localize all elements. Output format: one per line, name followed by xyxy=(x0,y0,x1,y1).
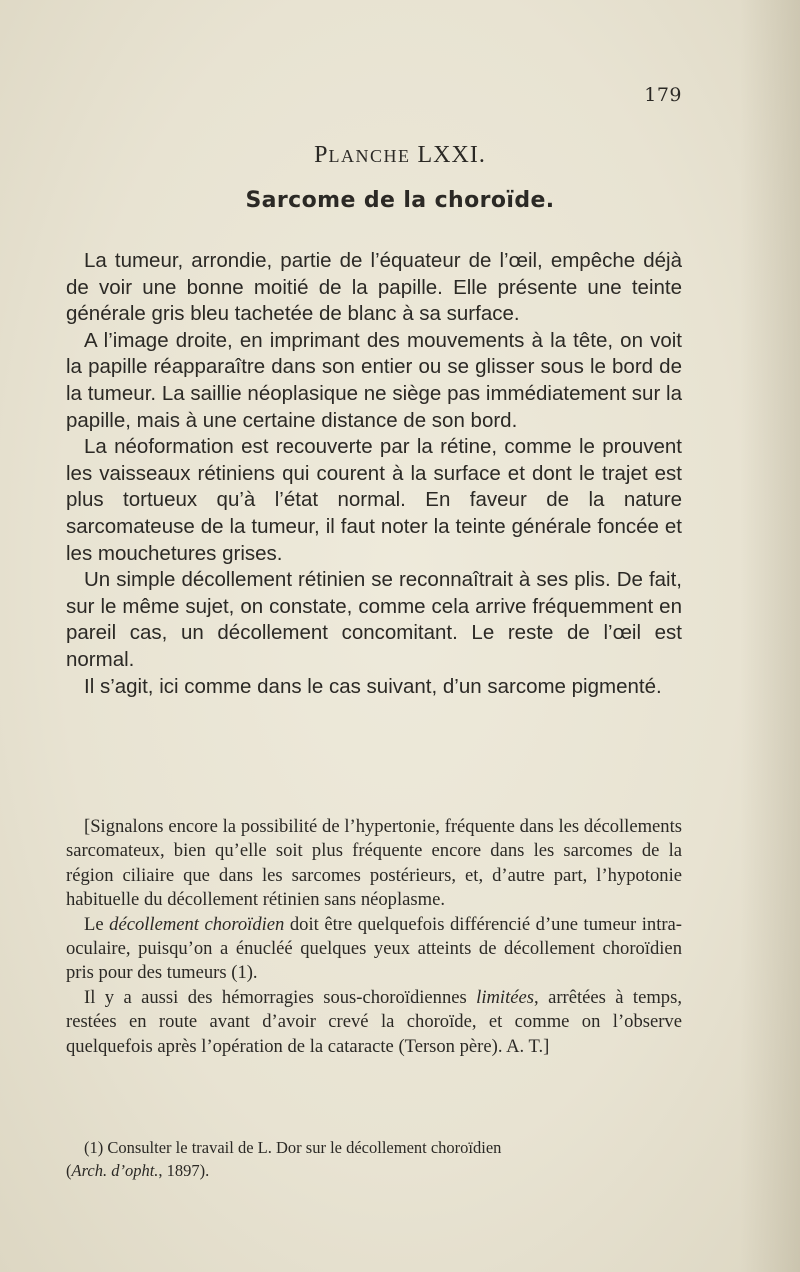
footnote-open: ( xyxy=(66,1161,72,1180)
plate-title-initial: P xyxy=(314,142,329,168)
footnote-marker: (1) xyxy=(84,1138,104,1157)
note-paragraph-2 xyxy=(66,913,682,986)
paragraph-4: Un simple décollement rétinien se reconnaîtrait à ses plis. De fait, sur le même sujet, on constate, comme cela arrive fréquemment en pareil cas, un décollement concomitant. Le reste de l’œil est normal. xyxy=(66,568,682,671)
plate-title-rest: LANCHE xyxy=(328,146,411,166)
footnote-line-2 xyxy=(66,1159,682,1182)
note-paragraph-1: [Signalons encore la possibilité de l’hypertonie, fréquente dans les décollements sarcomateux, bien qu’elle soit plus fréquente encore dans les sarcomes de la région ciliaire que dans les sarcomes postérieurs, et, d’autre part, l’hypotonie habituelle du décollement rétinien sans néoplasme. xyxy=(66,816,682,911)
section-title: Sarcome de la choroïde. xyxy=(245,188,555,213)
note-p2-end: doit être quelquefois différencié d’une tumeur intra-oculaire, puisqu’on a énucléé quelques yeux atteints de décollement choroïdien pris pour des tumeurs (1). xyxy=(66,913,682,984)
note-p3-italic: limitées xyxy=(476,986,535,1008)
main-text xyxy=(66,248,682,700)
note-paragraph-3 xyxy=(66,986,682,1059)
plate-number: LXXI. xyxy=(417,142,486,168)
note-p2-italic: décollement choroïdien xyxy=(109,913,285,935)
footnote xyxy=(66,1136,682,1182)
paragraph-2: A l’image droite, en imprimant des mouvements à la tête, on voit la papille réapparaître dans son entier ou se glisser sous le bord de la tumeur. La saillie néoplasique ne siège pas immédiatement sur la papille, mais à une certaine distance de son bord. xyxy=(66,328,682,432)
editor-note xyxy=(66,815,682,1059)
footnote-line-1 xyxy=(66,1136,682,1159)
paragraph-3: La néoformation est recouverte par la rétine, comme le prouvent les vaisseaux rétiniens qui courent à la surface et dont le trajet est plus tortueux qu’à l’état normal. En faveur de la nature sarcomateuse de la tumeur, il faut noter la teinte générale foncée et les mouchetures grises. xyxy=(66,435,682,565)
footnote-journal: Arch. d’opht. xyxy=(71,1161,159,1180)
note-p2-start: Le xyxy=(84,913,110,935)
footnote-text: Consulter le travail de L. Dor sur le décollement choroïdien xyxy=(103,1138,502,1157)
plate-title xyxy=(0,142,800,169)
note-p3-start: Il y a aussi des hémorragies sous-choroïdiennes xyxy=(84,986,477,1008)
note-p3-end: , arrêtées à temps, restées en route avant d’avoir crevé la choroïde, et comme on l’observe quelquefois après l’opération de la cataracte (Terson père). A. T.] xyxy=(66,986,682,1057)
paragraph-1: La tumeur, arrondie, partie de l’équateur de l’œil, empêche déjà de voir une bonne moitié de la papille. Elle présente une teinte générale gris bleu tachetée de blanc à sa surface. xyxy=(66,249,682,326)
paragraph-5: Il s’agit, ici comme dans le cas suivant, d’un sarcome pigmenté. xyxy=(84,674,662,698)
footnote-close: , 1897). xyxy=(158,1161,210,1180)
page-number: 179 xyxy=(644,84,682,106)
